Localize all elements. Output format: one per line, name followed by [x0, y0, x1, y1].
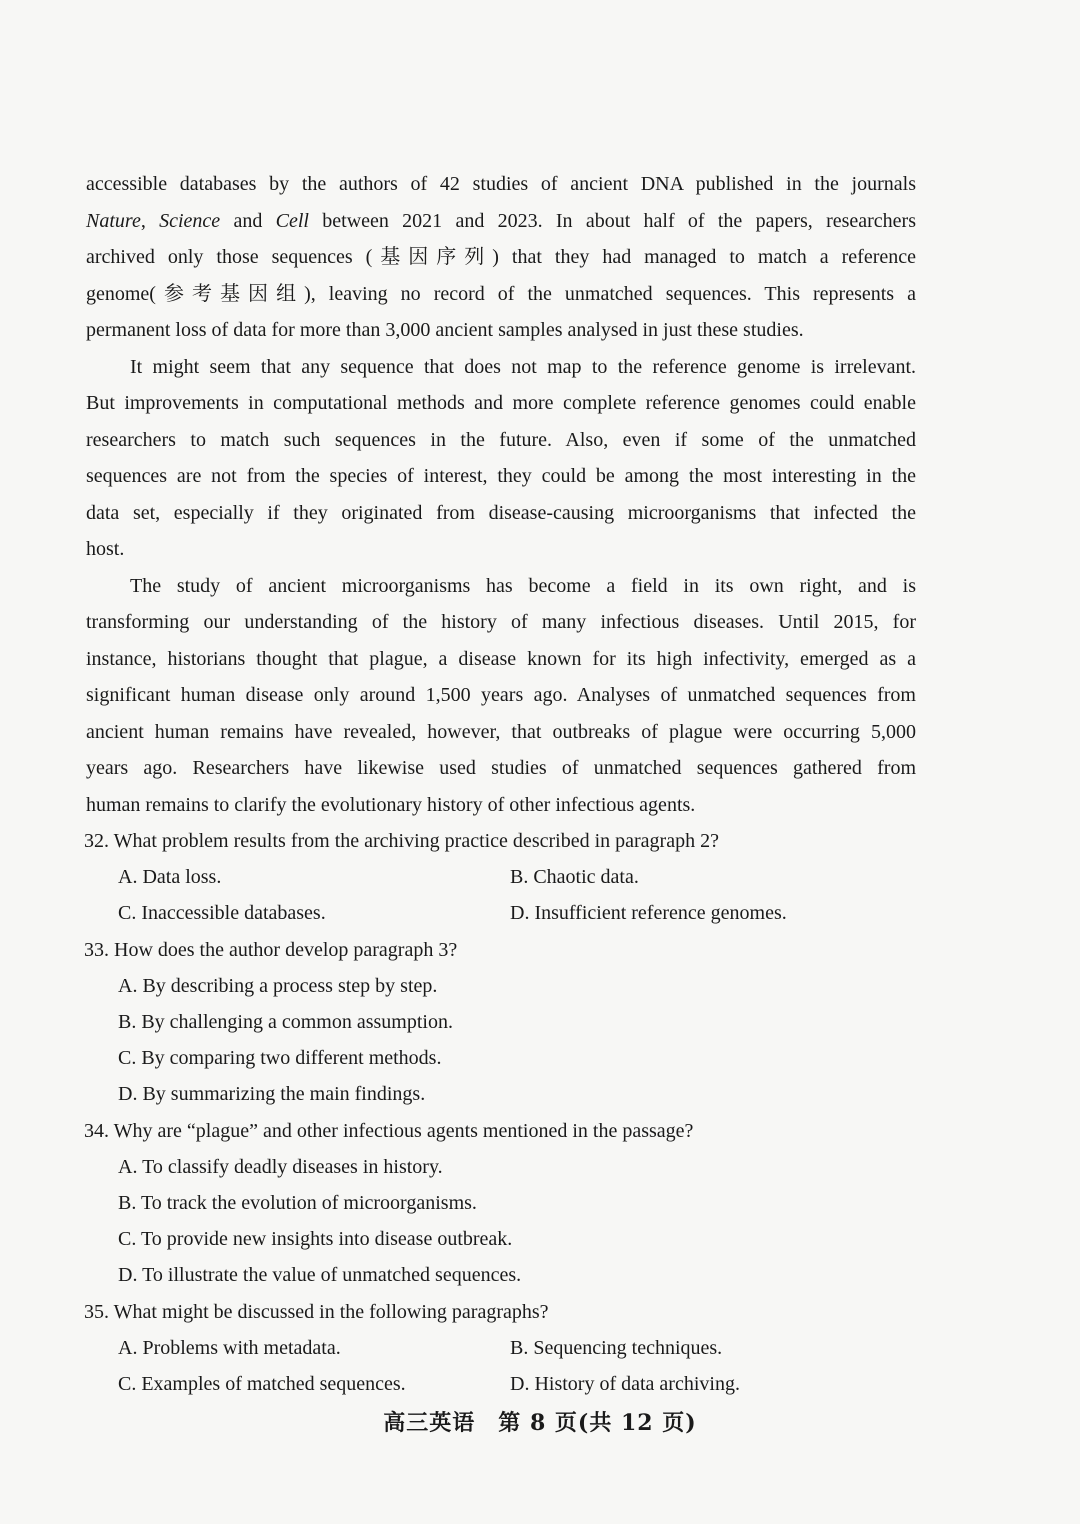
- paragraph-line: ancient human remains have revealed, however, that outbreaks of plague were occurring 5,000: [86, 720, 916, 743]
- option-b[interactable]: B. To track the evolution of microorganisms.: [118, 1192, 477, 1215]
- option-c[interactable]: C. Inaccessible databases.: [118, 902, 326, 925]
- paragraph-line: significant human disease only around 1,500 years ago. Analyses of unmatched sequences from: [86, 684, 916, 706]
- options-row: [118, 859, 916, 895]
- answer-options: [118, 968, 916, 1113]
- paragraph-line: archived only those sequences (基因序列) that they had managed to match a reference: [86, 246, 916, 268]
- paragraph-line: sequences are not from the species of interest, they could be among the most interesting in the: [86, 465, 916, 487]
- option-d[interactable]: D. By summarizing the main findings.: [118, 1083, 426, 1106]
- paragraph-line: genome(参考基因组), leaving no record of the unmatched sequences. This represents a: [86, 282, 916, 305]
- option-d[interactable]: D. To illustrate the value of unmatched sequences.: [118, 1264, 522, 1287]
- paragraph-line: transforming our understanding of the history of many infectious diseases. Until 2015, for: [86, 611, 916, 633]
- question-stem: 32. What problem results from the archiving practice described in paragraph 2?: [84, 830, 719, 852]
- paragraph-line: human remains to clarify the evolutionary history of other infectious agents.: [86, 793, 696, 816]
- question-stem: 35. What might be discussed in the following paragraphs?: [84, 1300, 549, 1323]
- paragraph-line: years ago. Researchers have likewise used studies of unmatched sequences gathered from: [86, 757, 916, 779]
- option-d[interactable]: D. Insufficient reference genomes.: [510, 902, 787, 925]
- option-a[interactable]: A. To classify deadly diseases in history.: [118, 1155, 443, 1178]
- options-row: [118, 1330, 916, 1366]
- option-c[interactable]: C. By comparing two different methods.: [118, 1047, 442, 1070]
- options-row: [118, 895, 916, 931]
- paragraph-line: data set, especially if they originated from disease-causing microorganisms that infected the: [86, 501, 916, 524]
- paragraph-2: [86, 166, 916, 349]
- answer-options: [118, 1149, 916, 1294]
- option-b[interactable]: B. Sequencing techniques.: [510, 1336, 723, 1359]
- option-b[interactable]: B. By challenging a common assumption.: [118, 1011, 453, 1034]
- answer-options: [118, 1330, 916, 1402]
- paragraph-4: [86, 568, 916, 824]
- option-c[interactable]: C. Examples of matched sequences.: [118, 1373, 406, 1396]
- page-body: [86, 166, 916, 1402]
- paragraph-line: researchers to match such sequences in the future. Also, even if some of the unmatched: [86, 428, 916, 451]
- paragraph-line: But improvements in computational methods and more complete reference genomes could enable: [86, 392, 916, 414]
- question-32: [86, 823, 916, 932]
- option-a[interactable]: A. Problems with metadata.: [118, 1336, 341, 1359]
- paragraph-line: instance, historians thought that plague, a disease known for its high infectivity, emerged as a: [86, 647, 916, 670]
- question-stem: 33. How does the author develop paragraph 3?: [84, 938, 458, 961]
- options-row: [118, 1366, 916, 1402]
- answer-options: [118, 859, 916, 931]
- paragraph-line: It might seem that any sequence that does not map to the reference genome is irrelevant.: [130, 355, 916, 378]
- page-footer: 高三英语 第 8 页(共 12 页): [383, 1410, 697, 1436]
- paragraph-line: host.: [86, 538, 125, 560]
- paragraph-line: accessible databases by the authors of 42 studies of ancient DNA published in the journals: [86, 173, 916, 195]
- option-c[interactable]: C. To provide new insights into disease outbreak.: [118, 1228, 513, 1251]
- questions-section: [86, 823, 916, 1402]
- paragraph-line-with-journals: Nature, Science and Cell between 2021 and 2023. In about half of the papers, researchers: [86, 209, 916, 232]
- question-34: [86, 1113, 916, 1294]
- option-b[interactable]: B. Chaotic data.: [510, 866, 639, 889]
- question-35: [86, 1294, 916, 1403]
- paragraph-3: [86, 349, 916, 568]
- paragraph-line: permanent loss of data for more than 3,000 ancient samples analysed in just these studies.: [86, 319, 804, 341]
- option-a[interactable]: A. Data loss.: [118, 866, 222, 889]
- paragraph-line: The study of ancient microorganisms has become a field in its own right, and is: [130, 574, 916, 597]
- question-33: [86, 932, 916, 1113]
- option-d[interactable]: D. History of data archiving.: [510, 1373, 740, 1396]
- option-a[interactable]: A. By describing a process step by step.: [118, 974, 438, 997]
- question-stem: 34. Why are “plague” and other infectious agents mentioned in the passage?: [84, 1119, 694, 1142]
